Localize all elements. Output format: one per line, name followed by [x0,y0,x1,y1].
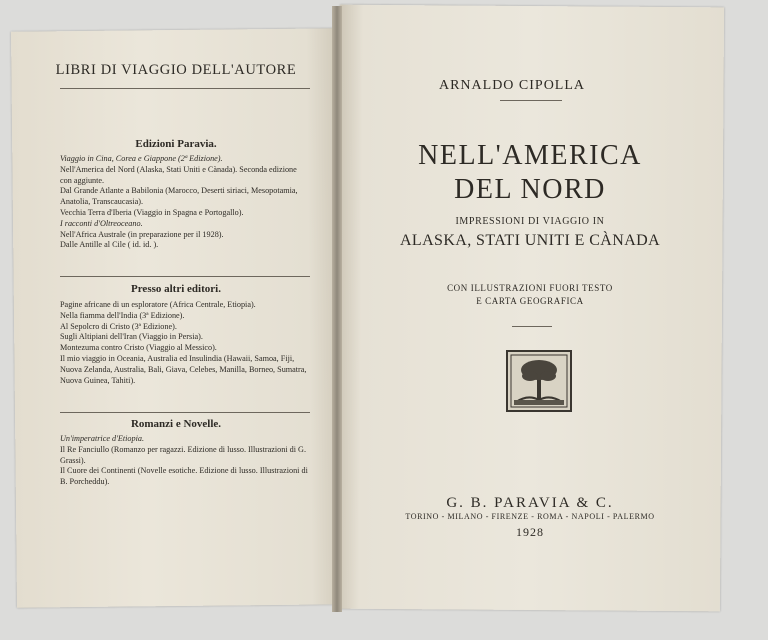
list-item: Al Sepolcro di Cristo (3ª Edizione). [60,321,177,331]
author-divider [500,100,562,101]
illustrations-line-1: CON ILLUSTRAZIONI FUORI TESTO [447,283,613,293]
subtitle-line-1: IMPRESSIONI DI VIAGGIO IN [455,216,605,227]
publisher-cities: TORINO - MILANO - FIRENZE - ROMA - NAPOLI - PALERMO [405,512,655,521]
subtitle-line-2: ALASKA, STATI UNITI E CÀNADA [399,232,661,249]
list-item: Vecchia Terra d'Iberia (Viaggio in Spagna e Portogallo). [60,207,244,217]
list-item: Il Cuore dei Continenti (Novelle esotiche. Edizione di lusso. Illustrazioni di B. Porcheddu). [60,466,308,487]
list-item: I racconti d'Oltreoceano. [60,218,143,228]
list-item: Nell'Africa Australe (in preparazione per il 1928). [60,229,224,239]
book-title-line-1: NELL'AMERICA [418,140,642,171]
illustrations-note [360,282,700,308]
list-item: Montezuma contro Cristo (Viaggio al Messico). [60,343,217,353]
illustrations-line-2: E CARTA GEOGRAFICA [476,296,584,306]
tree-icon [508,352,570,410]
publisher-name: G. B. PARAVIA & C. [446,495,614,511]
author-books-title: LIBRI DI VIAGGIO DELL'AUTORE [55,62,297,78]
publisher-tree-emblem [506,350,572,412]
section-list-altri-editori [60,300,310,386]
list-item: Il Re Fanciullo (Romanzo per ragazzi. Edizione di lusso. Illustrazioni di G. Grassi). [60,444,307,465]
publication-year: 1928 [516,525,544,539]
book-title-line-2: DEL NORD [454,174,606,205]
list-item: Sugli Altipiani dell'Iran (Viaggio in Persia). [60,332,203,342]
section-divider [60,412,310,413]
list-item: Il mio viaggio in Oceania, Australia ed Insulindia (Hawaii, Samoa, Fiji, Nuova Zelanda, Australia, Bali, Giava, Celebes, Manilla, Borneo, Sumatra, Nuova Guinea, Tahiti). [60,353,307,385]
section-list-romanzi [60,434,310,488]
list-item: Nella fiamma dell'India (3ª Edizione). [60,310,185,320]
section-heading-paravia: Edizioni Paravia. [135,138,217,150]
title-divider [60,88,310,89]
list-item: Viaggio in Cina, Corea e Giappone (2ª Edizione). [60,154,223,163]
section-list-paravia [60,154,310,251]
list-item: Dalle Antille al Cile ( id. id. ). [60,240,159,250]
author-name: ARNALDO CIPOLLA [438,78,586,93]
section-heading-altri-editori: Presso altri editori. [131,283,221,295]
list-item: Un'imperatrice d'Etiopia. [60,434,145,443]
section-divider [60,276,310,277]
book-title [360,139,700,207]
list-item: Nell'America del Nord (Alaska, Stati Uniti e Cànada). Seconda edizione con aggiunte. [60,164,297,185]
ornament-divider [512,326,552,327]
list-item: Dal Grande Atlante a Babilonia (Marocco, Deserti siriaci, Mesopotamia, Anatolia, Transcaucasia). [60,186,298,207]
section-heading-romanzi: Romanzi e Novelle. [130,418,222,430]
book-spine [332,6,342,612]
list-item: Pagine africane di un esploratore (Africa Centrale, Etiopia). [60,300,256,309]
